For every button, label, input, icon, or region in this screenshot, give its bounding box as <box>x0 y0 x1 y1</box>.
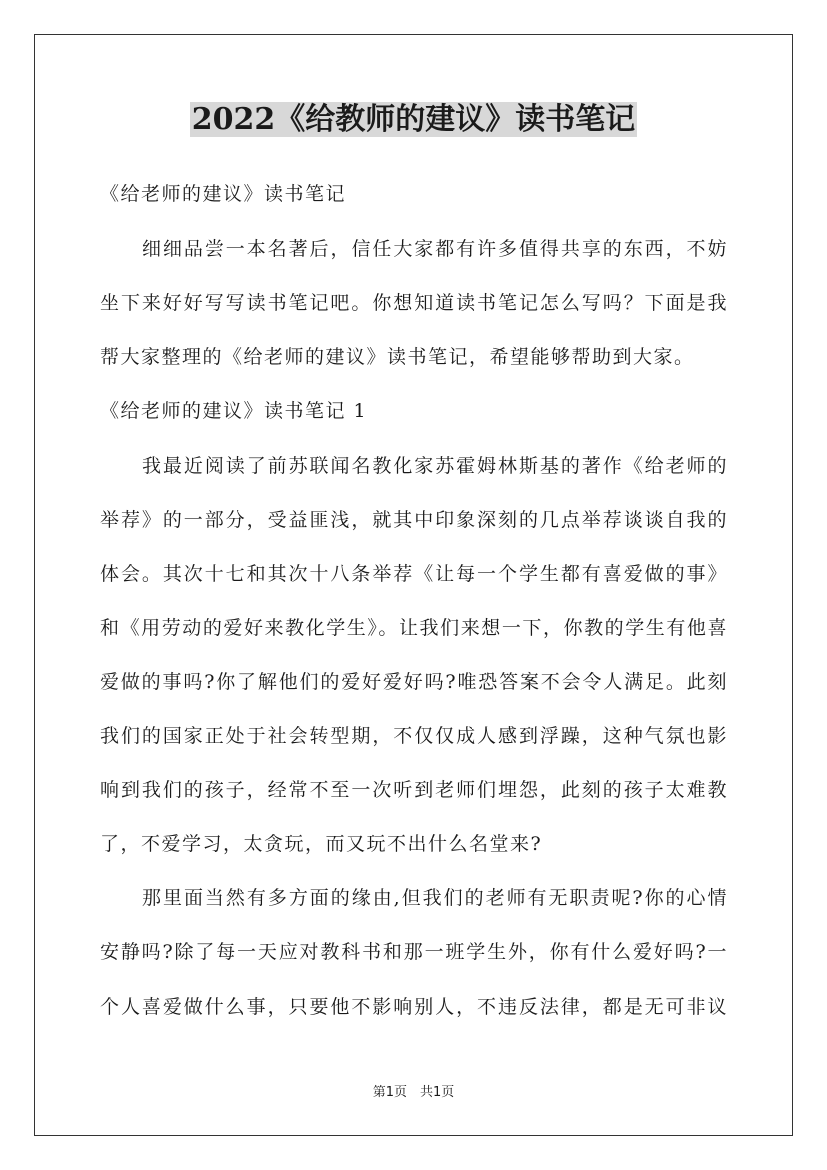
document-title <box>0 100 827 140</box>
paragraph-line: 响到我们的孩子，经常不至一次听到老师们埋怨，此刻的孩子太难教 <box>100 779 728 801</box>
paragraph-line: 那里面当然有多方面的缘由,但我们的老师有无职责呢?你的心情 <box>142 887 728 909</box>
paragraph-line: 我们的国家正处于社会转型期，不仅仅成人感到浮躁，这种气氛也影 <box>100 725 728 747</box>
paragraph-line: 个人喜爱做什么事，只要他不影响别人，不违反法律，都是无可非议 <box>100 996 728 1018</box>
title-text: 2022《给教师的建议》读书笔记 <box>191 102 636 137</box>
paragraph-line: 我最近阅读了前苏联闻名教化家苏霍姆林斯基的著作《给老师的 <box>142 455 728 477</box>
paragraph-line: 举荐》的一部分，受益匪浅，就其中印象深刻的几点举荐谈谈自我的 <box>100 509 728 531</box>
paragraph-line: 和《用劳动的爱好来教化学生》。让我们来想一下，你教的学生有他喜 <box>100 617 728 639</box>
paragraph-line: 帮大家整理的《给老师的建议》读书笔记，希望能够帮助到大家。 <box>100 346 695 368</box>
subheading-line: 《给老师的建议》读书笔记 1 <box>100 400 368 422</box>
paragraph-line: 坐下来好好写写读书笔记吧。你想知道读书笔记怎么写吗？下面是我 <box>100 292 728 314</box>
paragraph-line: 细细品尝一本名著后，信任大家都有许多值得共享的东西，不妨 <box>142 238 728 260</box>
paragraph-line: 爱做的事吗?你了解他们的爱好爱好吗?唯恐答案不会令人满足。此刻 <box>100 671 728 693</box>
paragraph-line: 体会。其次十七和其次十八条举荐《让每一个学生都有喜爱做的事》 <box>100 563 728 585</box>
page-number-footer: 第1页 共1页 <box>372 1085 455 1100</box>
paragraph-line: 安静吗?除了每一天应对教科书和那一班学生外，你有什么爱好吗?一 <box>100 941 728 963</box>
paragraph-line: 了，不爱学习，太贪玩，而又玩不出什么名堂来? <box>100 833 543 855</box>
heading-line: 《给老师的建议》读书笔记 <box>100 183 347 205</box>
